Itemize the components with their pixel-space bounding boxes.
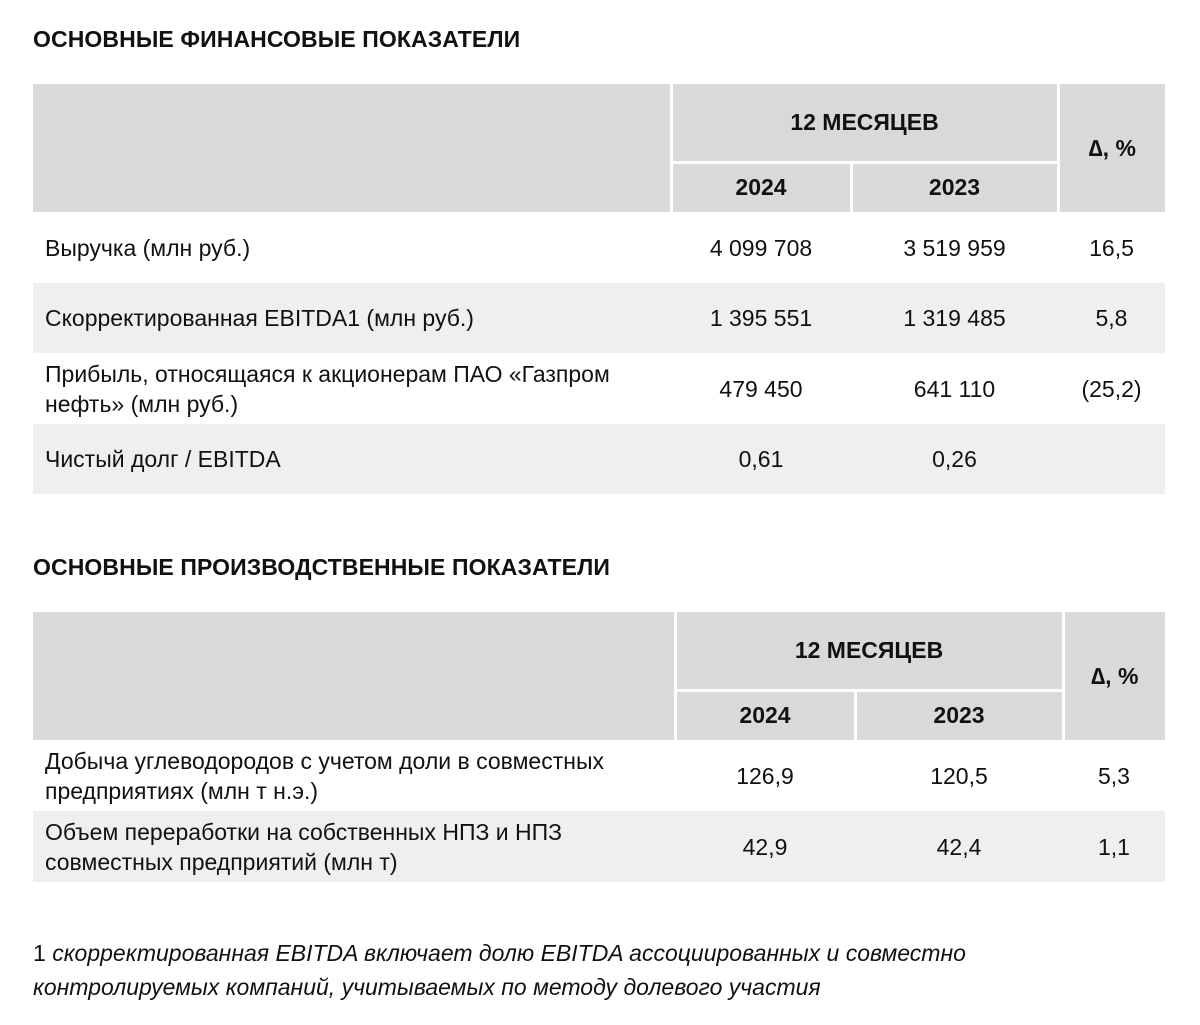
production-header-blank (33, 612, 675, 740)
production-period-header: 12 МЕСЯЦЕВ (675, 612, 1063, 690)
value-2023: 3 519 959 (851, 212, 1058, 283)
value-2023: 641 110 (851, 353, 1058, 424)
financial-metrics-table (33, 84, 1165, 494)
table-row (33, 283, 1165, 353)
production-delta-header: ∆, % (1063, 612, 1165, 740)
footnote (33, 936, 1083, 1004)
table-row (33, 811, 1165, 882)
value-2024: 4 099 708 (671, 212, 851, 283)
value-delta: 16,5 (1058, 212, 1165, 283)
value-2023: 120,5 (855, 740, 1063, 811)
footnote-text: скорректированная EBITDA включает долю EBITDA ассоциированных и совместно контролируемых компаний, учитываемых по методу долевого участия (33, 940, 966, 1000)
row-label: Прибыль, относящаяся к акционерам ПАО «Газпром нефть» (млн руб.) (33, 353, 671, 424)
table-row (33, 212, 1165, 283)
table-row (33, 353, 1165, 424)
financial-year-2024-header: 2024 (671, 162, 851, 212)
row-label: Добыча углеводородов с учетом доли в совместных предприятиях (млн т н.э.) (33, 740, 675, 811)
value-delta: 5,8 (1058, 283, 1165, 353)
value-delta: 1,1 (1063, 811, 1165, 882)
value-2024: 42,9 (675, 811, 855, 882)
row-label: Чистый долг / EBITDA (33, 424, 671, 494)
value-2024: 1 395 551 (671, 283, 851, 353)
production-year-2024-header: 2024 (675, 690, 855, 740)
row-label: Выручка (млн руб.) (33, 212, 671, 283)
production-year-2023-header: 2023 (855, 690, 1063, 740)
production-metrics-table (33, 612, 1165, 882)
row-label: Объем переработки на собственных НПЗ и НПЗ совместных предприятий (млн т) (33, 811, 675, 882)
table-row (33, 740, 1165, 811)
financial-period-header: 12 МЕСЯЦЕВ (671, 84, 1058, 162)
value-2023: 1 319 485 (851, 283, 1058, 353)
value-2023: 0,26 (851, 424, 1058, 494)
footnote-marker: 1 (33, 940, 46, 966)
value-2024: 479 450 (671, 353, 851, 424)
financial-year-2023-header: 2023 (851, 162, 1058, 212)
value-delta: (25,2) (1058, 353, 1165, 424)
production-section-title: ОСНОВНЫЕ ПРОИЗВОДСТВЕННЫЕ ПОКАЗАТЕЛИ (33, 554, 610, 580)
financial-delta-header: ∆, % (1058, 84, 1165, 212)
financial-header-blank (33, 84, 671, 212)
value-2023: 42,4 (855, 811, 1063, 882)
value-delta (1058, 424, 1165, 494)
value-delta: 5,3 (1063, 740, 1165, 811)
financial-section-title: ОСНОВНЫЕ ФИНАНСОВЫЕ ПОКАЗАТЕЛИ (33, 26, 521, 52)
row-label: Скорректированная EBITDA1 (млн руб.) (33, 283, 671, 353)
value-2024: 0,61 (671, 424, 851, 494)
value-2024: 126,9 (675, 740, 855, 811)
table-row (33, 424, 1165, 494)
